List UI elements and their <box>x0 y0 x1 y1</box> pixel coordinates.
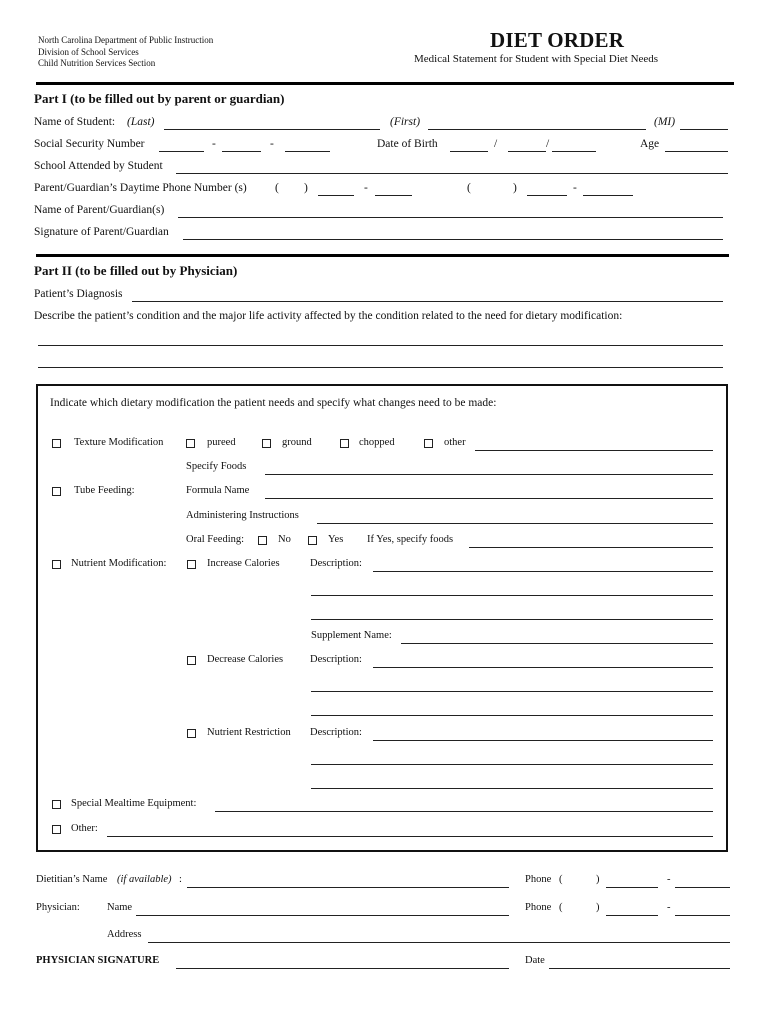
nutrient-modification-checkbox[interactable] <box>52 560 61 569</box>
other-texture-label: other <box>444 437 466 448</box>
student-middle-initial-field[interactable] <box>680 117 728 130</box>
other-texture-checkbox[interactable] <box>424 439 433 448</box>
administering-instructions-field[interactable] <box>317 511 713 524</box>
oral-feeding-yes-checkbox[interactable] <box>308 536 317 545</box>
increase-description-line-3[interactable] <box>311 607 713 620</box>
guardian-signature-label: Signature of Parent/Guardian <box>34 226 169 238</box>
physician-phone-number-field[interactable] <box>675 903 730 916</box>
dietitian-phone-number-field[interactable] <box>675 875 730 888</box>
increase-description-line-1[interactable] <box>373 559 713 572</box>
part-divider <box>36 254 729 257</box>
part1-heading: Part I (to be filled out by parent or guardian) <box>34 91 285 106</box>
ground-label: ground <box>282 437 312 448</box>
ground-checkbox[interactable] <box>262 439 271 448</box>
chopped-checkbox[interactable] <box>340 439 349 448</box>
school-field[interactable] <box>176 161 728 174</box>
other-texture-field[interactable] <box>475 438 713 451</box>
physician-address-field[interactable] <box>148 930 730 943</box>
student-first-name-field[interactable] <box>428 117 646 130</box>
dob-slash-2: / <box>546 138 550 150</box>
condition-description-label: Describe the patient’s condition and the major life activity affected by the condition related to the need for dietary modification: <box>34 310 623 322</box>
dob-day-field[interactable] <box>508 139 546 152</box>
decrease-description-line-1[interactable] <box>373 655 713 668</box>
increase-calories-label: Increase Calories <box>207 558 280 569</box>
phone1-prefix-field[interactable] <box>318 183 354 196</box>
header-divider <box>36 82 734 85</box>
phone2-dash: - <box>573 182 577 194</box>
physician-signature-field[interactable] <box>176 956 509 969</box>
agency-name-line1: North Carolina Department of Public Instruction <box>38 35 214 45</box>
increase-calories-checkbox[interactable] <box>187 560 196 569</box>
guardian-name-label: Name of Parent/Guardian(s) <box>34 204 165 216</box>
if-yes-specify-label: If Yes, specify foods <box>367 534 454 545</box>
form-subtitle: Medical Statement for Student with Special Diet Needs <box>414 53 659 65</box>
decrease-description-label: Description: <box>310 654 362 665</box>
ssn-dash-1: - <box>212 138 216 150</box>
dietitian-name-label: Dietitian’s Name <box>36 874 108 885</box>
dob-year-field[interactable] <box>552 139 596 152</box>
supplement-name-label: Supplement Name: <box>311 630 392 641</box>
phone2-close-paren: ) <box>513 182 517 194</box>
decrease-calories-checkbox[interactable] <box>187 656 196 665</box>
agency-name-line2: Division of School Services <box>38 46 139 57</box>
physician-address-label: Address <box>107 929 142 940</box>
agency-name-line3: Child Nutrition Services Section <box>38 58 156 68</box>
pureed-label: pureed <box>207 437 236 448</box>
decrease-calories-label: Decrease Calories <box>207 654 284 665</box>
supplement-name-field[interactable] <box>401 631 713 644</box>
oral-feeding-no-label: No <box>278 534 291 545</box>
oral-feeding-yes-label: Yes <box>328 534 344 545</box>
dob-label: Date of Birth <box>377 138 438 150</box>
pureed-checkbox[interactable] <box>186 439 195 448</box>
dietitian-phone-prefix-field[interactable] <box>606 875 658 888</box>
tube-feeding-label: Tube Feeding: <box>74 485 135 496</box>
phone1-close-paren: ) <box>304 182 308 194</box>
nutrient-restriction-label: Nutrient Restriction <box>207 727 291 738</box>
physician-signature-label: PHYSICIAN SIGNATURE <box>36 955 160 966</box>
student-last-name-field[interactable] <box>164 117 380 130</box>
administering-instructions-label: Administering Instructions <box>186 510 299 521</box>
physician-name-label: Name <box>107 902 133 913</box>
mealtime-equipment-checkbox[interactable] <box>52 800 61 809</box>
texture-modification-label: Texture Modification <box>74 437 164 448</box>
decrease-description-line-3[interactable] <box>311 703 713 716</box>
guardian-phone-label: Parent/Guardian’s Daytime Phone Number (s) <box>34 182 247 194</box>
oral-feeding-label: Oral Feeding: <box>186 534 245 545</box>
other-modification-checkbox[interactable] <box>52 825 61 834</box>
specify-foods-field[interactable] <box>265 462 713 475</box>
age-field[interactable] <box>665 139 728 152</box>
physician-name-field[interactable] <box>136 903 509 916</box>
diagnosis-field[interactable] <box>132 289 723 302</box>
texture-modification-checkbox[interactable] <box>52 439 61 448</box>
last-name-label: (Last) <box>127 116 155 128</box>
physician-phone-label: Phone <box>525 902 552 913</box>
form-title: DIET ORDER <box>490 28 625 52</box>
physician-label: Physician: <box>36 902 80 913</box>
guardian-name-field[interactable] <box>178 205 723 218</box>
dietitian-phone-label: Phone <box>525 874 552 885</box>
dietitian-colon: : <box>179 874 182 885</box>
increase-description-line-2[interactable] <box>311 583 713 596</box>
age-label: Age <box>640 138 660 150</box>
chopped-label: chopped <box>359 437 395 448</box>
dietitian-name-field[interactable] <box>187 875 509 888</box>
oral-feeding-no-checkbox[interactable] <box>258 536 267 545</box>
other-modification-label: Other: <box>71 823 98 834</box>
part2-heading: Part II (to be filled out by Physician) <box>34 263 238 278</box>
tube-feeding-checkbox[interactable] <box>52 487 61 496</box>
physician-phone-close-paren: ) <box>596 902 600 913</box>
phone2-open-paren: ( <box>467 182 471 194</box>
condition-line-2[interactable] <box>38 355 723 368</box>
specify-foods-label: Specify Foods <box>186 461 247 472</box>
signature-date-label: Date <box>525 955 545 966</box>
first-name-label: (First) <box>390 116 421 128</box>
middle-initial-label: (MI) <box>654 116 676 128</box>
student-name-label: Name of Student: <box>34 116 116 128</box>
restriction-description-line-2[interactable] <box>311 752 713 765</box>
dietitian-if-available: (if available) <box>117 874 172 885</box>
modification-instruction: Indicate which dietary modification the patient needs and specify what changes need to be made: <box>50 397 497 409</box>
diagnosis-label: Patient’s Diagnosis <box>34 288 123 300</box>
dob-slash-1: / <box>494 138 498 150</box>
physician-phone-dash: - <box>667 902 671 913</box>
other-modification-field[interactable] <box>107 824 713 837</box>
restriction-description-label: Description: <box>310 727 362 738</box>
condition-line-1[interactable] <box>38 333 723 346</box>
restriction-description-line-3[interactable] <box>311 776 713 789</box>
dob-month-field[interactable] <box>450 139 488 152</box>
dietitian-phone-dash: - <box>667 874 671 885</box>
guardian-signature-field[interactable] <box>183 227 723 240</box>
phone2-number-field[interactable] <box>583 183 633 196</box>
formula-name-label: Formula Name <box>186 485 250 496</box>
mealtime-equipment-field[interactable] <box>215 799 713 812</box>
oral-foods-field[interactable] <box>469 535 713 548</box>
dietitian-phone-open-paren: ( <box>559 874 563 885</box>
formula-name-field[interactable] <box>265 486 713 499</box>
phone2-prefix-field[interactable] <box>527 183 567 196</box>
ssn-label: Social Security Number <box>34 138 145 150</box>
ssn-part1-field[interactable] <box>159 139 204 152</box>
ssn-part3-field[interactable] <box>285 139 330 152</box>
phone1-open-paren: ( <box>275 182 279 194</box>
dietitian-phone-close-paren: ) <box>596 874 600 885</box>
increase-description-label: Description: <box>310 558 362 569</box>
mealtime-equipment-label: Special Mealtime Equipment: <box>71 798 197 809</box>
school-label: School Attended by Student <box>34 160 163 172</box>
ssn-dash-2: - <box>270 138 274 150</box>
ssn-part2-field[interactable] <box>222 139 261 152</box>
phone1-number-field[interactable] <box>375 183 412 196</box>
signature-date-field[interactable] <box>549 956 730 969</box>
decrease-description-line-2[interactable] <box>311 679 713 692</box>
physician-phone-prefix-field[interactable] <box>606 903 658 916</box>
nutrient-restriction-checkbox[interactable] <box>187 729 196 738</box>
physician-phone-open-paren: ( <box>559 902 563 913</box>
phone1-dash: - <box>364 182 368 194</box>
restriction-description-line-1[interactable] <box>373 728 713 741</box>
nutrient-modification-label: Nutrient Modification: <box>71 558 167 569</box>
